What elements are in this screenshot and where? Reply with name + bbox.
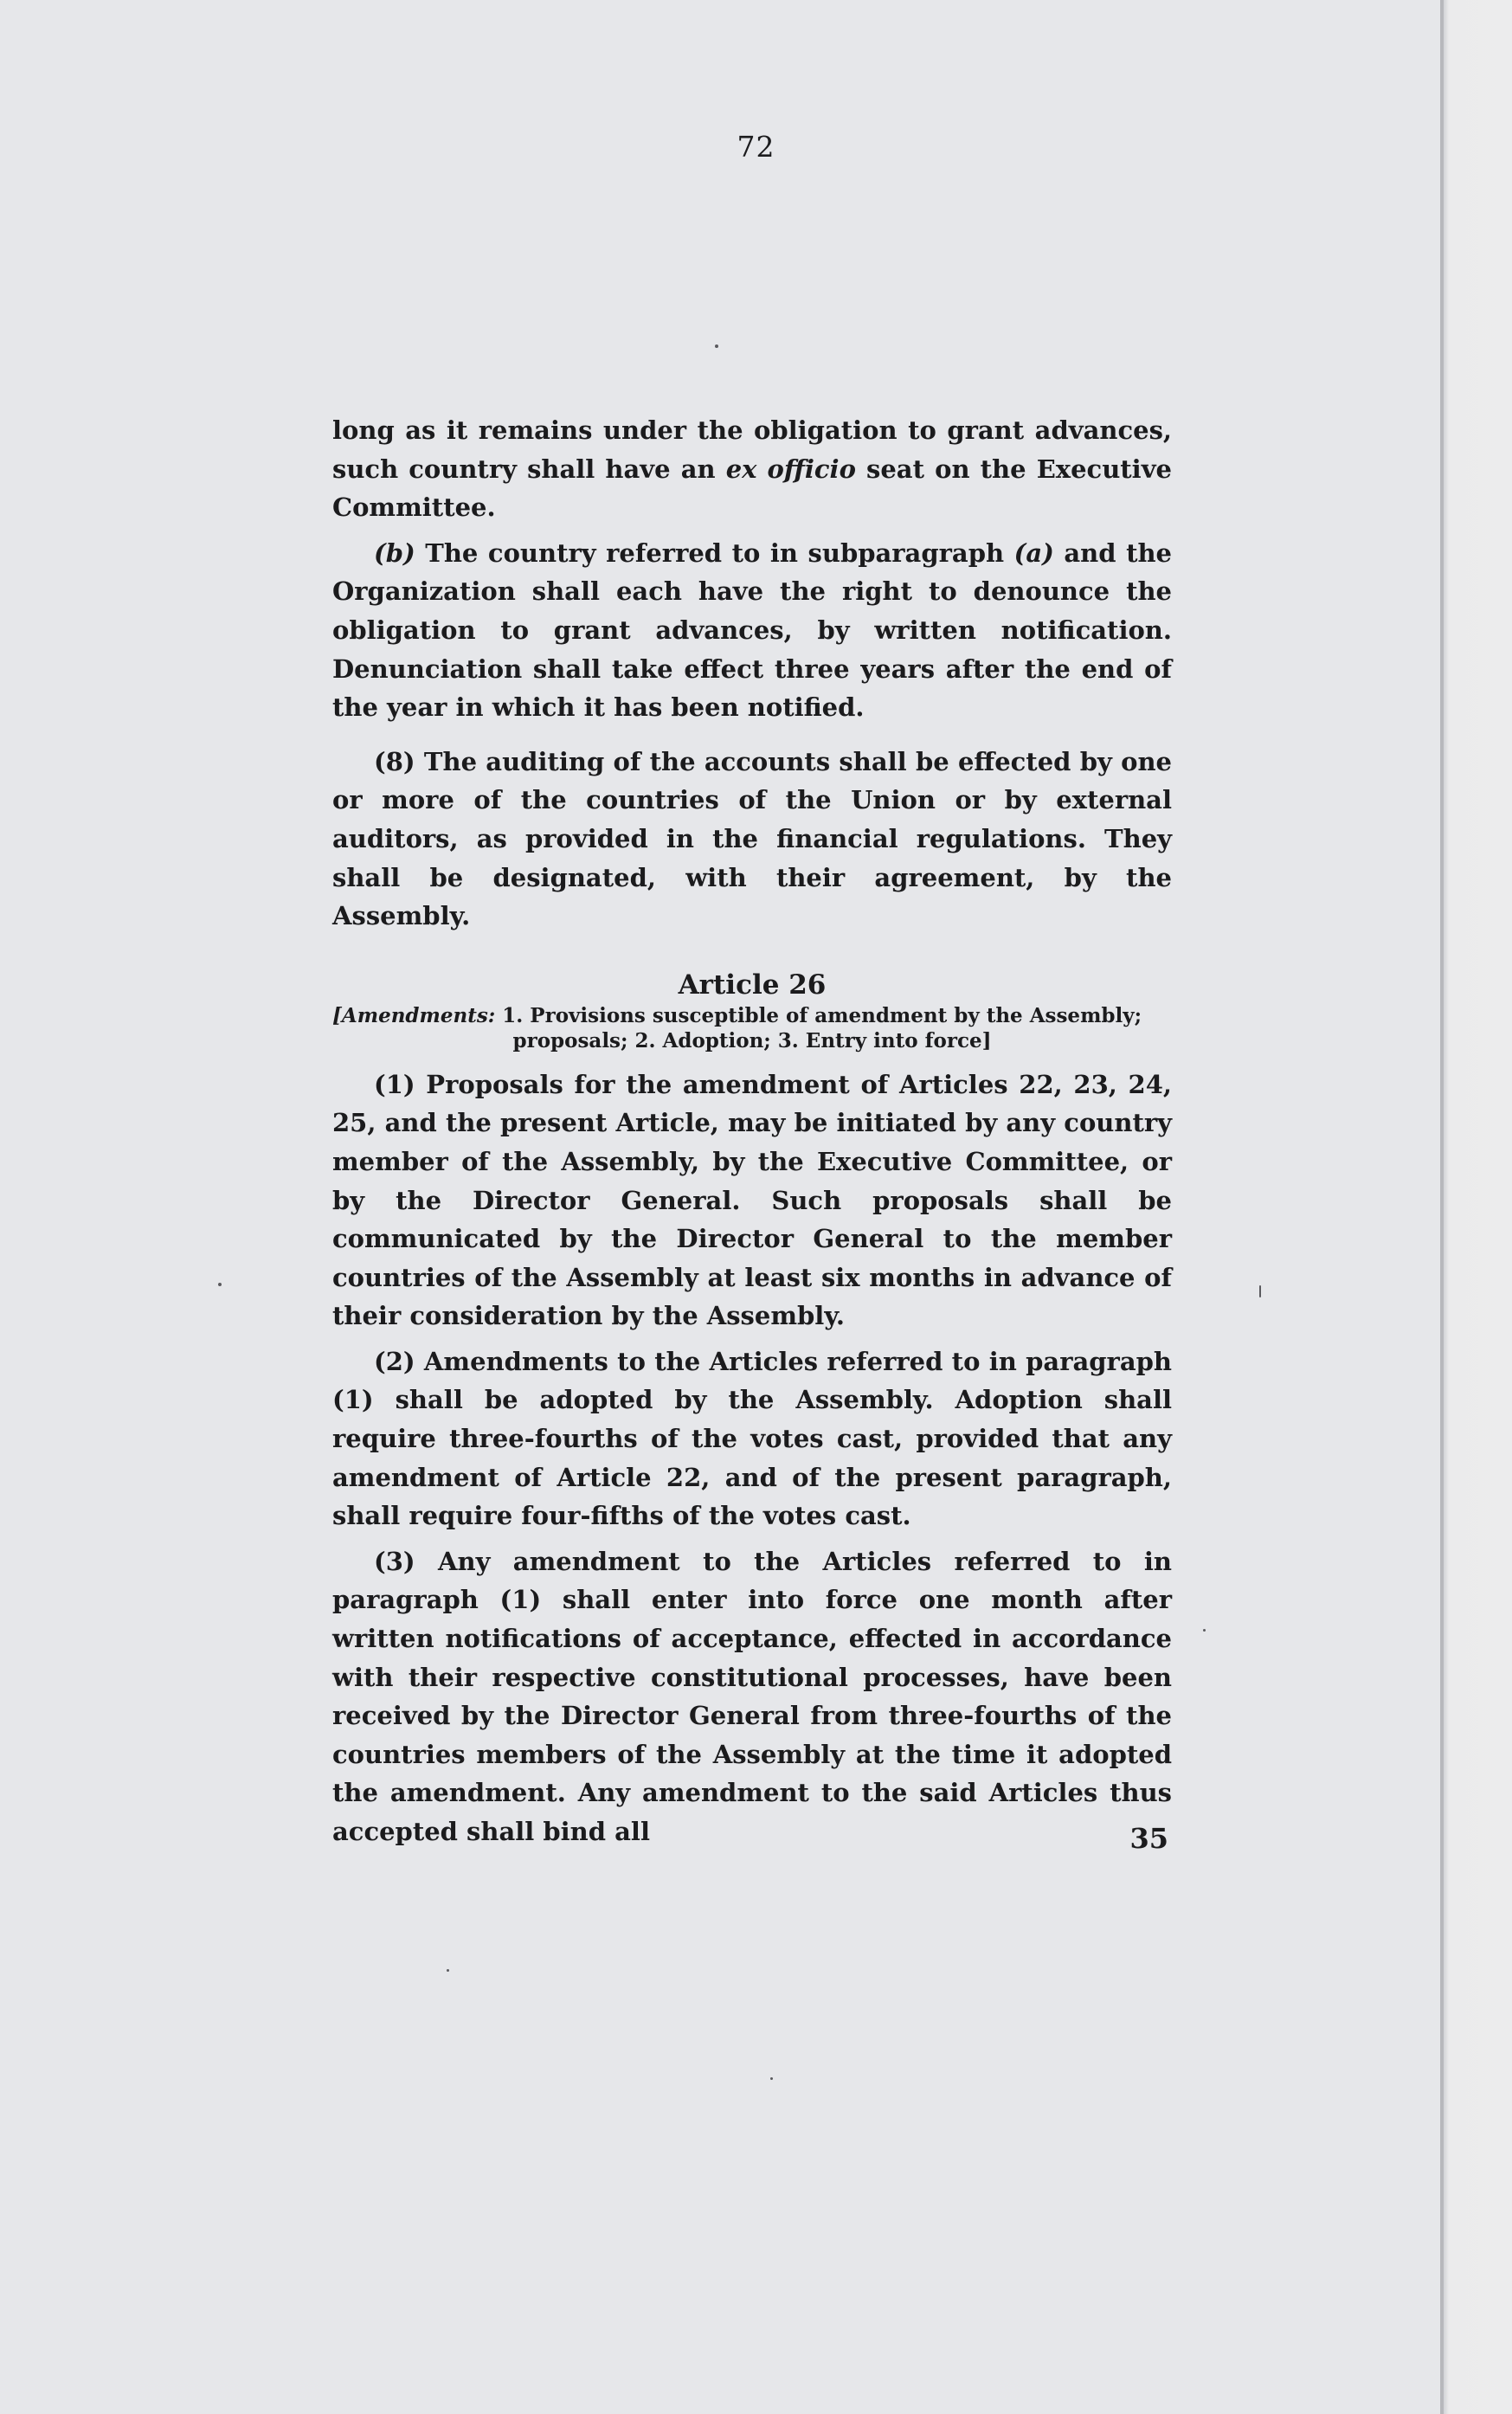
print-speck: [218, 1283, 222, 1286]
continuation-italic: ex officio: [725, 454, 856, 484]
continuation-text: long as it remains under the obligation to grant advances, such country shall have an: [332, 415, 1172, 484]
article-note-text1: 1. Provisions susceptible of amendment by the Assembly;: [495, 1003, 1142, 1027]
print-speck: [770, 2077, 773, 2080]
paragraph-b-text1: The country referred to in subparagraph: [415, 538, 1014, 568]
paragraph-1: (1) Proposals for the amendment of Articles 22, 23, 24, 25, and the present Article, may be initiated by any country member of the Assembly, by the Executive Committee, or by the Director General. Such proposals shall be communicated by the Director General to the member countries of the Assembly at least six months in advance of their consideration by the Assembly.: [332, 1069, 1172, 1331]
article-note-text2: proposals; 2. Adoption; 3. Entry into force]: [512, 1028, 992, 1053]
article-heading: Article 26: [678, 969, 827, 1001]
print-speck: [1203, 1629, 1206, 1632]
paragraph-2: (2) Amendments to the Articles referred to in paragraph (1) shall be adopted by the Assembly. Adoption shall require three-fourths of the votes cast, provided that any amendment of Article 22, and of the present paragraph, shall require four-fifths of the votes cast.: [332, 1346, 1172, 1531]
continuation-paragraph: [332, 411, 1172, 527]
body-text: [332, 411, 1172, 1851]
paragraph-b-text2: and the Organization shall each have the right to denounce the obligation to grant advances, by written notification. Denunciation shall take effect three years after the end of the year in which it has been notified.: [332, 538, 1172, 723]
page-number-top: 72: [737, 130, 775, 164]
print-speck: [1259, 1285, 1261, 1297]
print-speck: [447, 1969, 449, 1972]
paragraph-b-ref: (a): [1013, 538, 1054, 568]
article-note-lead: [Amendments:: [332, 1003, 496, 1027]
paragraph-b: [332, 534, 1172, 727]
article-note: [332, 1003, 1172, 1053]
paragraph-8: (8) The auditing of the accounts shall be effected by one or more of the countries of the Union or by external auditors, as provided in the financial regulations. They shall be designated, with their agreement, by the Assembly.: [332, 746, 1172, 931]
page-edge: [1444, 0, 1512, 2414]
print-speck: [715, 344, 718, 348]
continuation-text-end: seat on the Executive Committee.: [332, 454, 1172, 523]
paragraph-3: (3) Any amendment to the Articles referred to in paragraph (1) shall enter into force one month after written notifications of acceptance, effected in accordance with their respective constitutional processes, have been received by the Director General from three-fourths of the countries members of the Assembly at the time it adopted the amendment. Any amendment to the said Articles thus accepted shall bind all: [332, 1546, 1172, 1846]
paragraph-b-label: (b): [374, 538, 415, 568]
page-number-bottom: 35: [1129, 1822, 1168, 1855]
